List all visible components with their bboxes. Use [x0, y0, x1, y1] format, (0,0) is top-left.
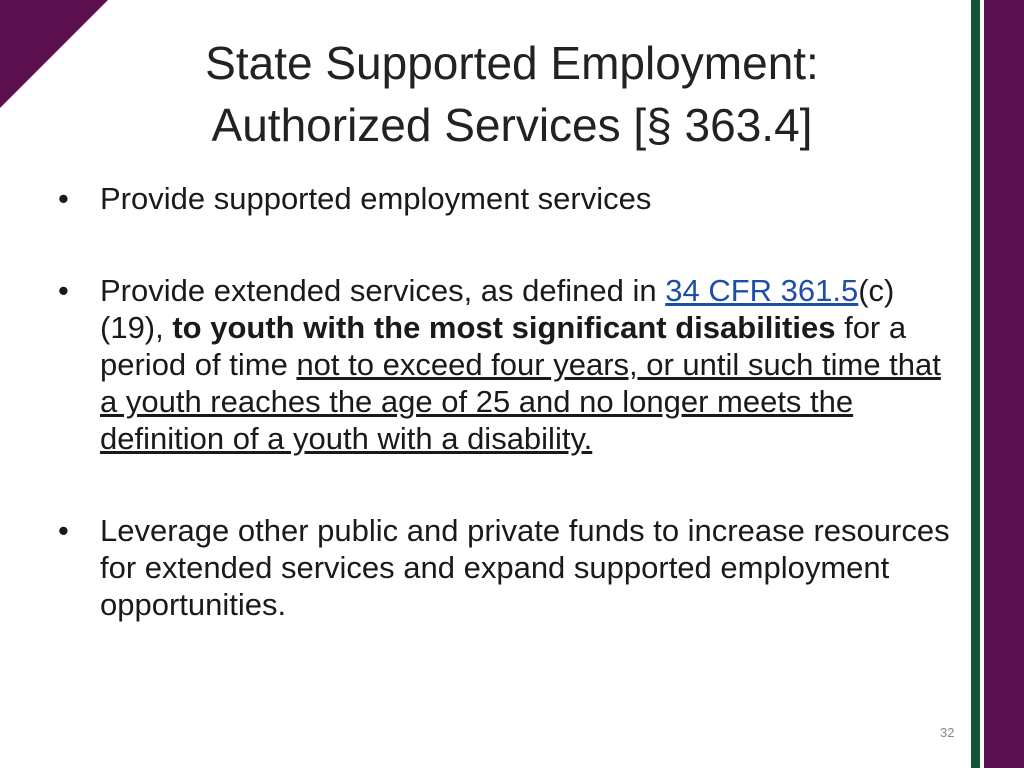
middle-text: for a period of time — [100, 310, 907, 382]
bullet-item-1 — [58, 180, 958, 217]
right-green-stripe — [971, 0, 980, 768]
corner-accent — [0, 0, 108, 108]
bullet-item-3 — [58, 512, 958, 623]
bullet-dot: • — [58, 181, 69, 216]
slide-title-line-1: State Supported Employment: — [205, 37, 819, 89]
bullet-text: Provide supported employment services — [100, 181, 652, 216]
slide-title — [100, 32, 924, 156]
bullet-dot: • — [58, 273, 69, 308]
bullet-lead-text: Provide extended services, as defined in — [100, 273, 666, 308]
underlined-text: not to exceed four years, or until such time that a youth reaches the age of 25 and no longer meets the definition of a youth with a disability. — [100, 347, 941, 456]
bullet-list — [58, 180, 958, 623]
bullet-text: Leverage other public and private funds to increase resources for extended services and expand supported employment opportunities. — [100, 513, 950, 622]
right-purple-bar — [984, 0, 1024, 768]
citation-suffix: (c)(19), — [100, 273, 895, 345]
bullet-item-2 — [58, 272, 958, 457]
slide-title-line-2: Authorized Services [§ 363.4] — [211, 99, 813, 151]
cfr-link[interactable]: 34 CFR 361.5 — [665, 273, 859, 308]
bold-emphasis: to youth with the most significant disabilities — [172, 310, 836, 345]
bullet-dot: • — [58, 513, 69, 548]
slide-number: 32 — [940, 725, 955, 740]
